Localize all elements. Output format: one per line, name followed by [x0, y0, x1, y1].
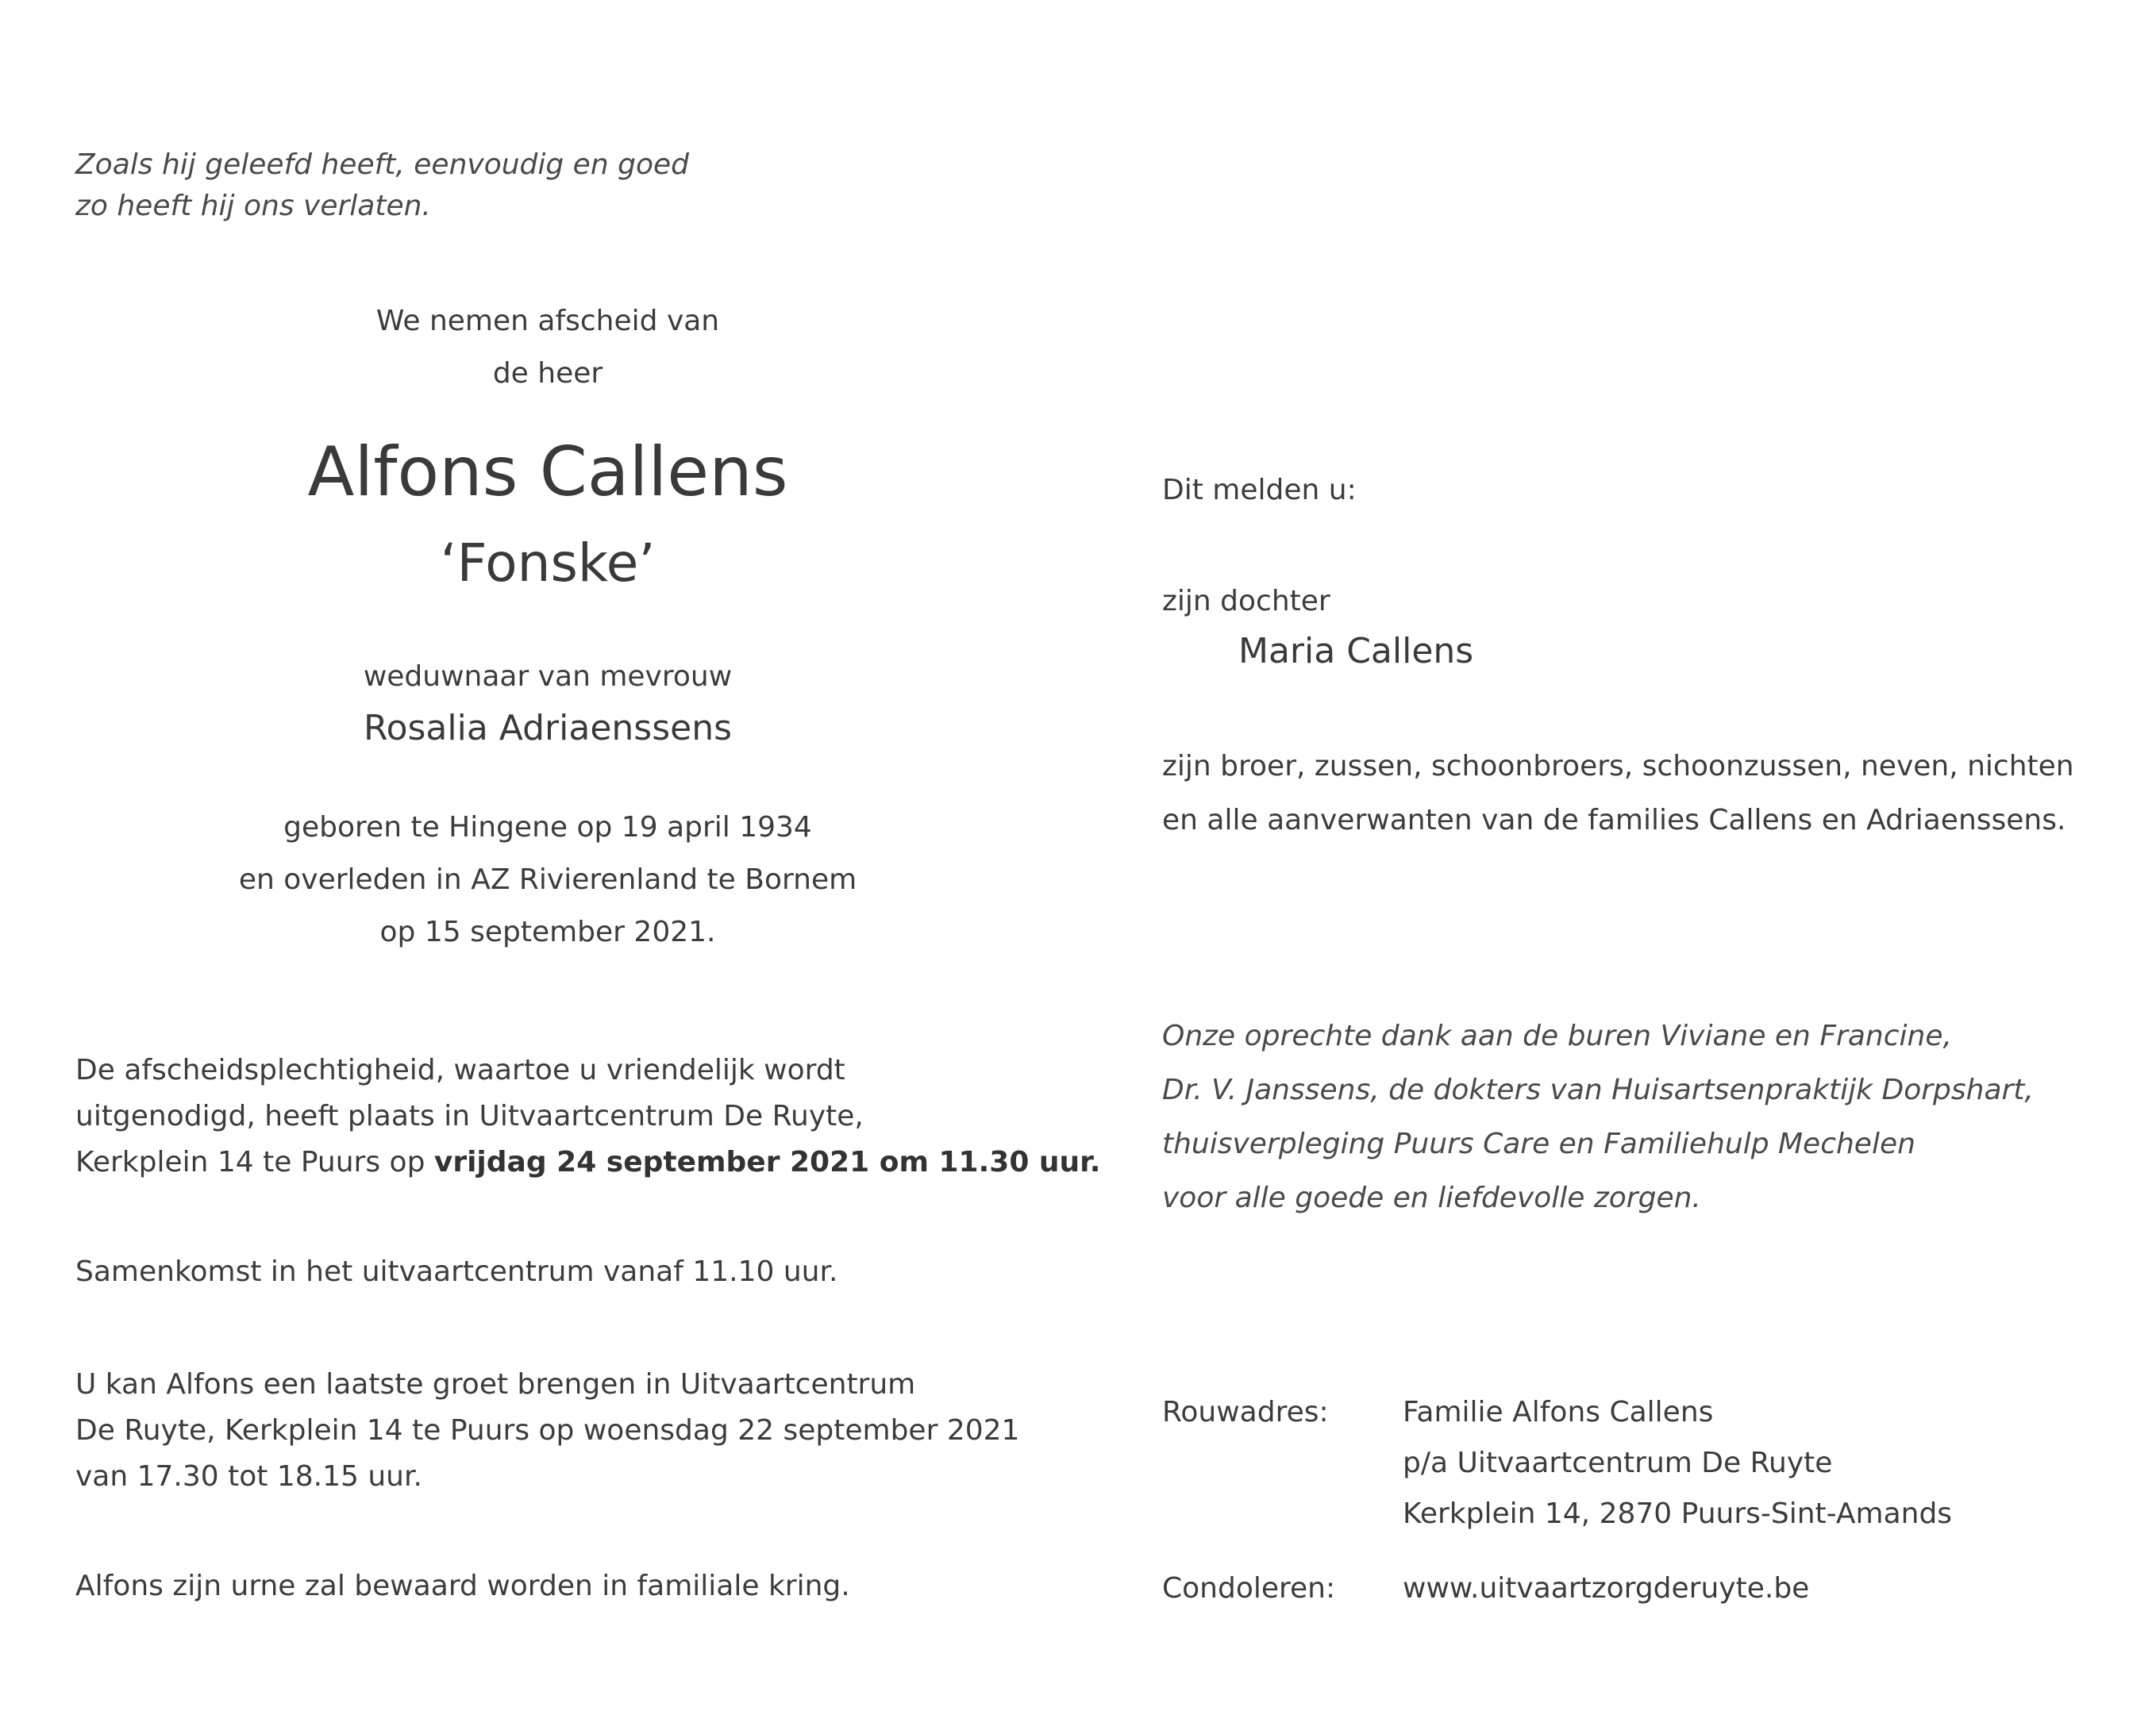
- daughter-name: Maria Callens: [1238, 631, 1474, 671]
- motto-line: zo heeft hij ons verlaten.: [75, 190, 431, 222]
- deceased-nickname: ‘Fonske’: [440, 533, 656, 594]
- motto-line: Zoals hij geleefd heeft, eenvoudig en goed: [75, 148, 689, 181]
- ceremony-datetime: vrijdag 24 september 2021 om 11.30 uur.: [433, 1146, 1101, 1178]
- thanks-note: [1162, 1009, 2034, 1225]
- daughter-label: zijn dochter: [1162, 585, 1330, 617]
- condoleren-row: [1162, 1563, 1952, 1614]
- motto: [75, 144, 689, 227]
- ceremony-line: [75, 1140, 1100, 1186]
- ceremony-line: De afscheidsplechtigheid, waartoe u vriendelijk wordt: [75, 1054, 845, 1086]
- visit-info: [75, 1362, 1019, 1500]
- life-dates: [0, 802, 1095, 959]
- spouse-name: Rosalia Adriaenssens: [363, 708, 733, 748]
- family-line: zijn broer, zussen, schoonbroers, schoonzussen, neven, nichten: [1162, 750, 2074, 782]
- date-line: geboren te Hingene op 19 april 1934: [283, 811, 812, 844]
- rouwadres-row: [1162, 1387, 1952, 1540]
- visit-line: van 17.30 tot 18.15 uur.: [75, 1460, 422, 1493]
- announce-label: Dit melden u:: [1162, 474, 1357, 506]
- family-line: en alle aanverwanten van de families Callens en Adriaenssens.: [1162, 804, 2066, 836]
- visit-line: De Ruyte, Kerkplein 14 te Puurs op woensdag 22 september 2021: [75, 1414, 1020, 1447]
- address-line: Familie Alfons Callens: [1403, 1396, 1714, 1428]
- thanks-line: Onze oprechte dank aan de buren Viviane en Francine,: [1162, 1020, 1952, 1052]
- condoleren-label: Condoleren:: [1162, 1572, 1336, 1605]
- contact-block: [1162, 1387, 1952, 1614]
- date-line: op 15 september 2021.: [379, 916, 716, 948]
- address-line: p/a Uitvaartcentrum De Ruyte: [1403, 1447, 1833, 1479]
- ceremony-place: Kerkplein 14 te Puurs op: [75, 1146, 434, 1178]
- urn-info: Alfons zijn urne zal bewaard worden in familiale kring.: [75, 1570, 850, 1602]
- intro-line: We nemen afscheid van: [375, 305, 720, 337]
- ceremony-line: uitgenodigd, heeft plaats in Uitvaartcentrum De Ruyte,: [75, 1100, 864, 1132]
- spouse-label: weduwnaar van mevrouw: [363, 660, 733, 693]
- thanks-line: voor alle goede en liefdevolle zorgen.: [1162, 1182, 1701, 1214]
- intro: [0, 295, 1095, 400]
- family-mention: [1162, 740, 2074, 848]
- condoleren-website: www.uitvaartzorgderuyte.be: [1403, 1572, 1810, 1605]
- date-line: en overleden in AZ Rivierenland te Bornem: [238, 863, 857, 896]
- thanks-line: Dr. V. Janssens, de dokters van Huisartsenpraktijk Dorpshart,: [1162, 1074, 2034, 1106]
- rouwadres-address: [1403, 1387, 1952, 1540]
- intro-line: de heer: [492, 357, 603, 390]
- ceremony-info: [75, 1048, 1100, 1186]
- gathering-info: Samenkomst in het uitvaartcentrum vanaf 11.10 uur.: [75, 1255, 838, 1288]
- thanks-line: thuisverpleging Puurs Care en Familiehulp Mechelen: [1162, 1128, 1915, 1160]
- visit-line: U kan Alfons een laatste groet brengen in Uitvaartcentrum: [75, 1368, 916, 1401]
- deceased-name: Alfons Callens: [307, 433, 788, 512]
- address-line: Kerkplein 14, 2870 Puurs-Sint-Amands: [1403, 1498, 1953, 1530]
- rouwadres-label: Rouwadres:: [1162, 1396, 1329, 1428]
